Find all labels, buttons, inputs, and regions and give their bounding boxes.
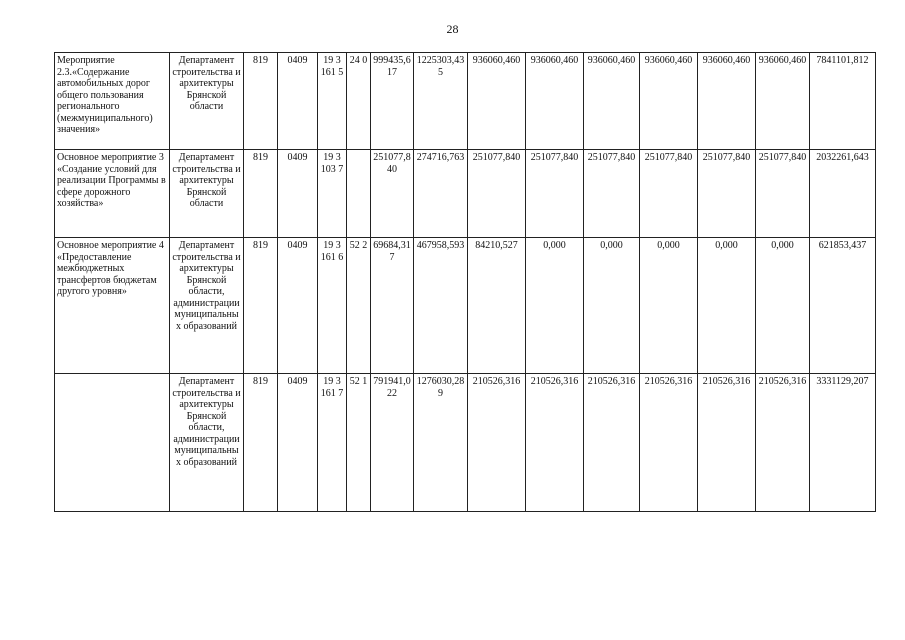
value-cell: 1225303,435 <box>414 53 468 150</box>
value-cell: 251077,840 <box>640 150 698 238</box>
value-cell: 0,000 <box>640 238 698 374</box>
value-cell: 251077,840 <box>756 150 810 238</box>
vr-cell: 52 2 <box>347 238 371 374</box>
value-cell: 0,000 <box>756 238 810 374</box>
value-cell: 84210,527 <box>468 238 526 374</box>
rzpr-cell: 0409 <box>278 238 318 374</box>
csr-cell: 19 3 161 7 <box>318 374 347 512</box>
value-cell: 210526,316 <box>526 374 584 512</box>
grbs-cell: 819 <box>244 150 278 238</box>
value-cell: 467958,593 <box>414 238 468 374</box>
executor-cell: Департамент строительства и архитектуры Брянской области, администрации муниципальных образований <box>170 374 244 512</box>
value-cell: 936060,460 <box>698 53 756 150</box>
table-row <box>55 238 876 374</box>
value-cell: 0,000 <box>698 238 756 374</box>
executor-cell: Департамент строительства и архитектуры Брянской области <box>170 53 244 150</box>
rzpr-cell: 0409 <box>278 53 318 150</box>
page-number: 28 <box>446 22 459 36</box>
value-cell: 251077,840 <box>371 150 414 238</box>
value-cell: 251077,840 <box>698 150 756 238</box>
total-value-cell: 2032261,643 <box>810 150 876 238</box>
value-cell: 936060,460 <box>640 53 698 150</box>
csr-cell: 19 3 161 5 <box>318 53 347 150</box>
value-cell: 210526,316 <box>698 374 756 512</box>
table-row <box>55 53 876 150</box>
event-name-cell: Основное мероприятие 3 «Создание условий для реализации Программы в сфере дорожного хозяйства» <box>55 150 170 238</box>
budget-table <box>54 52 876 512</box>
value-cell: 251077,840 <box>526 150 584 238</box>
executor-cell: Департамент строительства и архитектуры Брянской области, администрации муниципальных образований <box>170 238 244 374</box>
csr-cell: 19 3 161 6 <box>318 238 347 374</box>
value-cell: 936060,460 <box>468 53 526 150</box>
value-cell: 791941,022 <box>371 374 414 512</box>
csr-cell: 19 3 103 7 <box>318 150 347 238</box>
rzpr-cell: 0409 <box>278 374 318 512</box>
value-cell: 936060,460 <box>526 53 584 150</box>
value-cell: 274716,763 <box>414 150 468 238</box>
vr-cell <box>347 150 371 238</box>
value-cell: 999435,617 <box>371 53 414 150</box>
value-cell: 69684,317 <box>371 238 414 374</box>
value-cell: 210526,316 <box>468 374 526 512</box>
rzpr-cell: 0409 <box>278 150 318 238</box>
vr-cell: 52 1 <box>347 374 371 512</box>
grbs-cell: 819 <box>244 374 278 512</box>
value-cell: 936060,460 <box>584 53 640 150</box>
total-value-cell: 7841101,812 <box>810 53 876 150</box>
grbs-cell: 819 <box>244 53 278 150</box>
total-value-cell: 621853,437 <box>810 238 876 374</box>
value-cell: 210526,316 <box>584 374 640 512</box>
value-cell: 0,000 <box>584 238 640 374</box>
value-cell: 210526,316 <box>640 374 698 512</box>
total-value-cell: 3331129,207 <box>810 374 876 512</box>
event-name-cell: Основное мероприятие 4 «Предоставление межбюджетных трансфертов бюджетам другого уровня» <box>55 238 170 374</box>
value-cell: 936060,460 <box>756 53 810 150</box>
table-row <box>55 374 876 512</box>
event-name-cell: Мероприятие 2.3.«Содержание автомобильных дорог общего пользования регионального (межмуниципального) значения» <box>55 53 170 150</box>
executor-cell: Департамент строительства и архитектуры Брянской области <box>170 150 244 238</box>
value-cell: 251077,840 <box>468 150 526 238</box>
value-cell: 0,000 <box>526 238 584 374</box>
grbs-cell: 819 <box>244 238 278 374</box>
event-name-cell <box>55 374 170 512</box>
vr-cell: 24 0 <box>347 53 371 150</box>
value-cell: 1276030,289 <box>414 374 468 512</box>
value-cell: 251077,840 <box>584 150 640 238</box>
table-row <box>55 150 876 238</box>
value-cell: 210526,316 <box>756 374 810 512</box>
